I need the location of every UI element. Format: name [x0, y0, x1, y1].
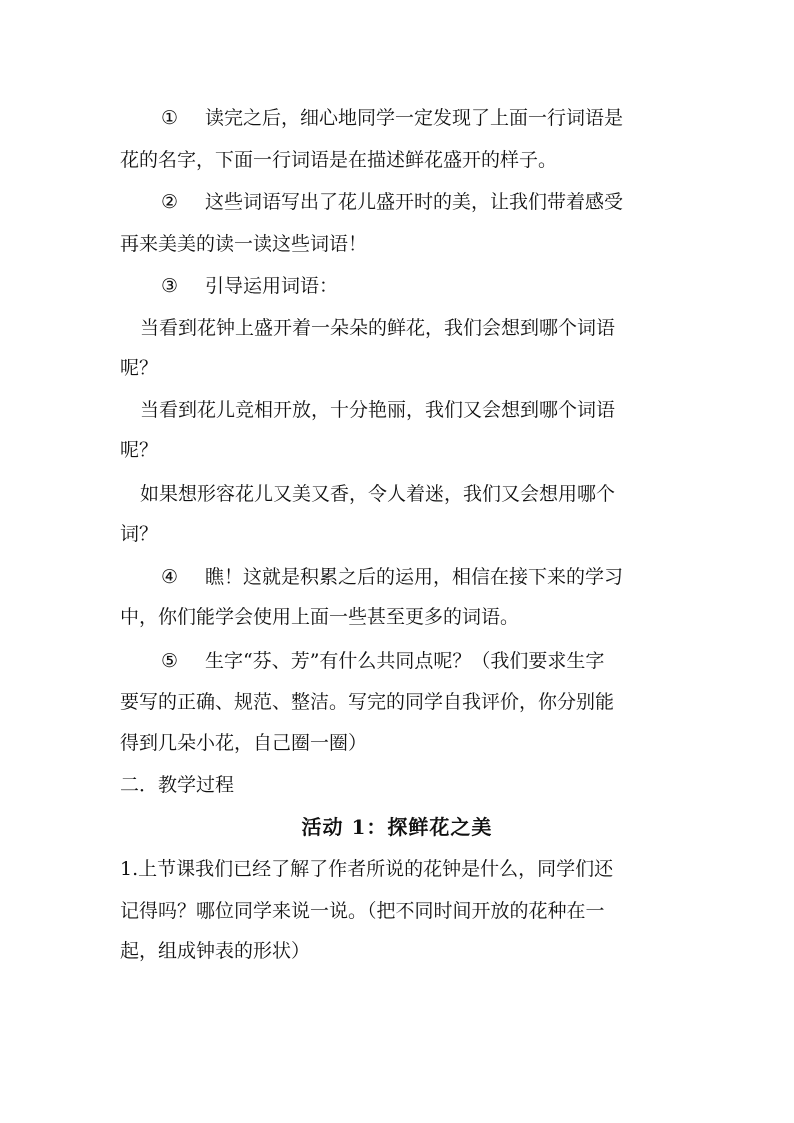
activity-title: 活动 1：探鲜花之美 [301, 815, 493, 839]
item-4-line-2: 中，你们能学会使用上面一些甚至更多的词语。 [120, 606, 520, 628]
item-text: 引导运用词语： [205, 275, 339, 297]
item-text: 这些词语写出了花儿盛开时的美，让我们带着感受 [205, 191, 624, 213]
item-number: ② [161, 191, 179, 213]
item-text: 生字“芬、芳”有什么共同点呢？（我们要求生字 [205, 650, 605, 672]
item-3-line-1 [161, 274, 794, 298]
item-number: ③ [161, 275, 179, 297]
item-number: ① [161, 107, 179, 129]
paragraph-1-line-1: 1.上节课我们已经了解了作者所说的花钟是什么，同学们还 [120, 858, 614, 880]
paragraph-1-line-3: 起，组成钟表的形状） [120, 940, 311, 962]
item-4-line-1 [161, 565, 794, 589]
question-1-line-1: 当看到花钟上盛开着一朵朵的鲜花，我们会想到哪个词语 [140, 317, 616, 339]
item-text: 瞧！这就是积累之后的运用，相信在接下来的学习 [205, 566, 624, 588]
question-3-line-1: 如果想形容花儿又美又香，令人着迷，我们又会想用哪个 [140, 483, 616, 505]
paragraph-1-line-2: 记得吗？哪位同学来说一说。（把不同时间开放的花种在一 [120, 900, 605, 922]
question-3-line-2: 词？ [120, 523, 159, 545]
item-number: ④ [161, 566, 179, 588]
item-number: ⑤ [161, 650, 179, 672]
question-1-line-2: 呢？ [120, 357, 159, 379]
item-5-line-2: 要写的正确、规范、整洁。写完的同学自我评价，你分别能 [120, 691, 615, 713]
section-heading: 二．教学过程 [120, 774, 235, 796]
item-2-line-1 [161, 190, 794, 214]
question-2-line-2: 呢？ [120, 439, 159, 461]
item-text: 读完之后，细心地同学一定发现了上面一行词语是 [205, 107, 624, 129]
item-5-line-1 [161, 649, 794, 673]
item-5-line-3: 得到几朵小花，自己圈一圈） [120, 732, 368, 754]
item-1-line-1 [161, 106, 794, 130]
item-1-line-2: 花的名字，下面一行词语是在描述鲜花盛开的样子。 [120, 149, 558, 171]
item-2-line-2: 再来美美的读一读这些词语！ [120, 233, 368, 255]
question-2-line-1: 当看到花儿竞相开放，十分艳丽，我们又会想到哪个词语 [140, 399, 616, 421]
